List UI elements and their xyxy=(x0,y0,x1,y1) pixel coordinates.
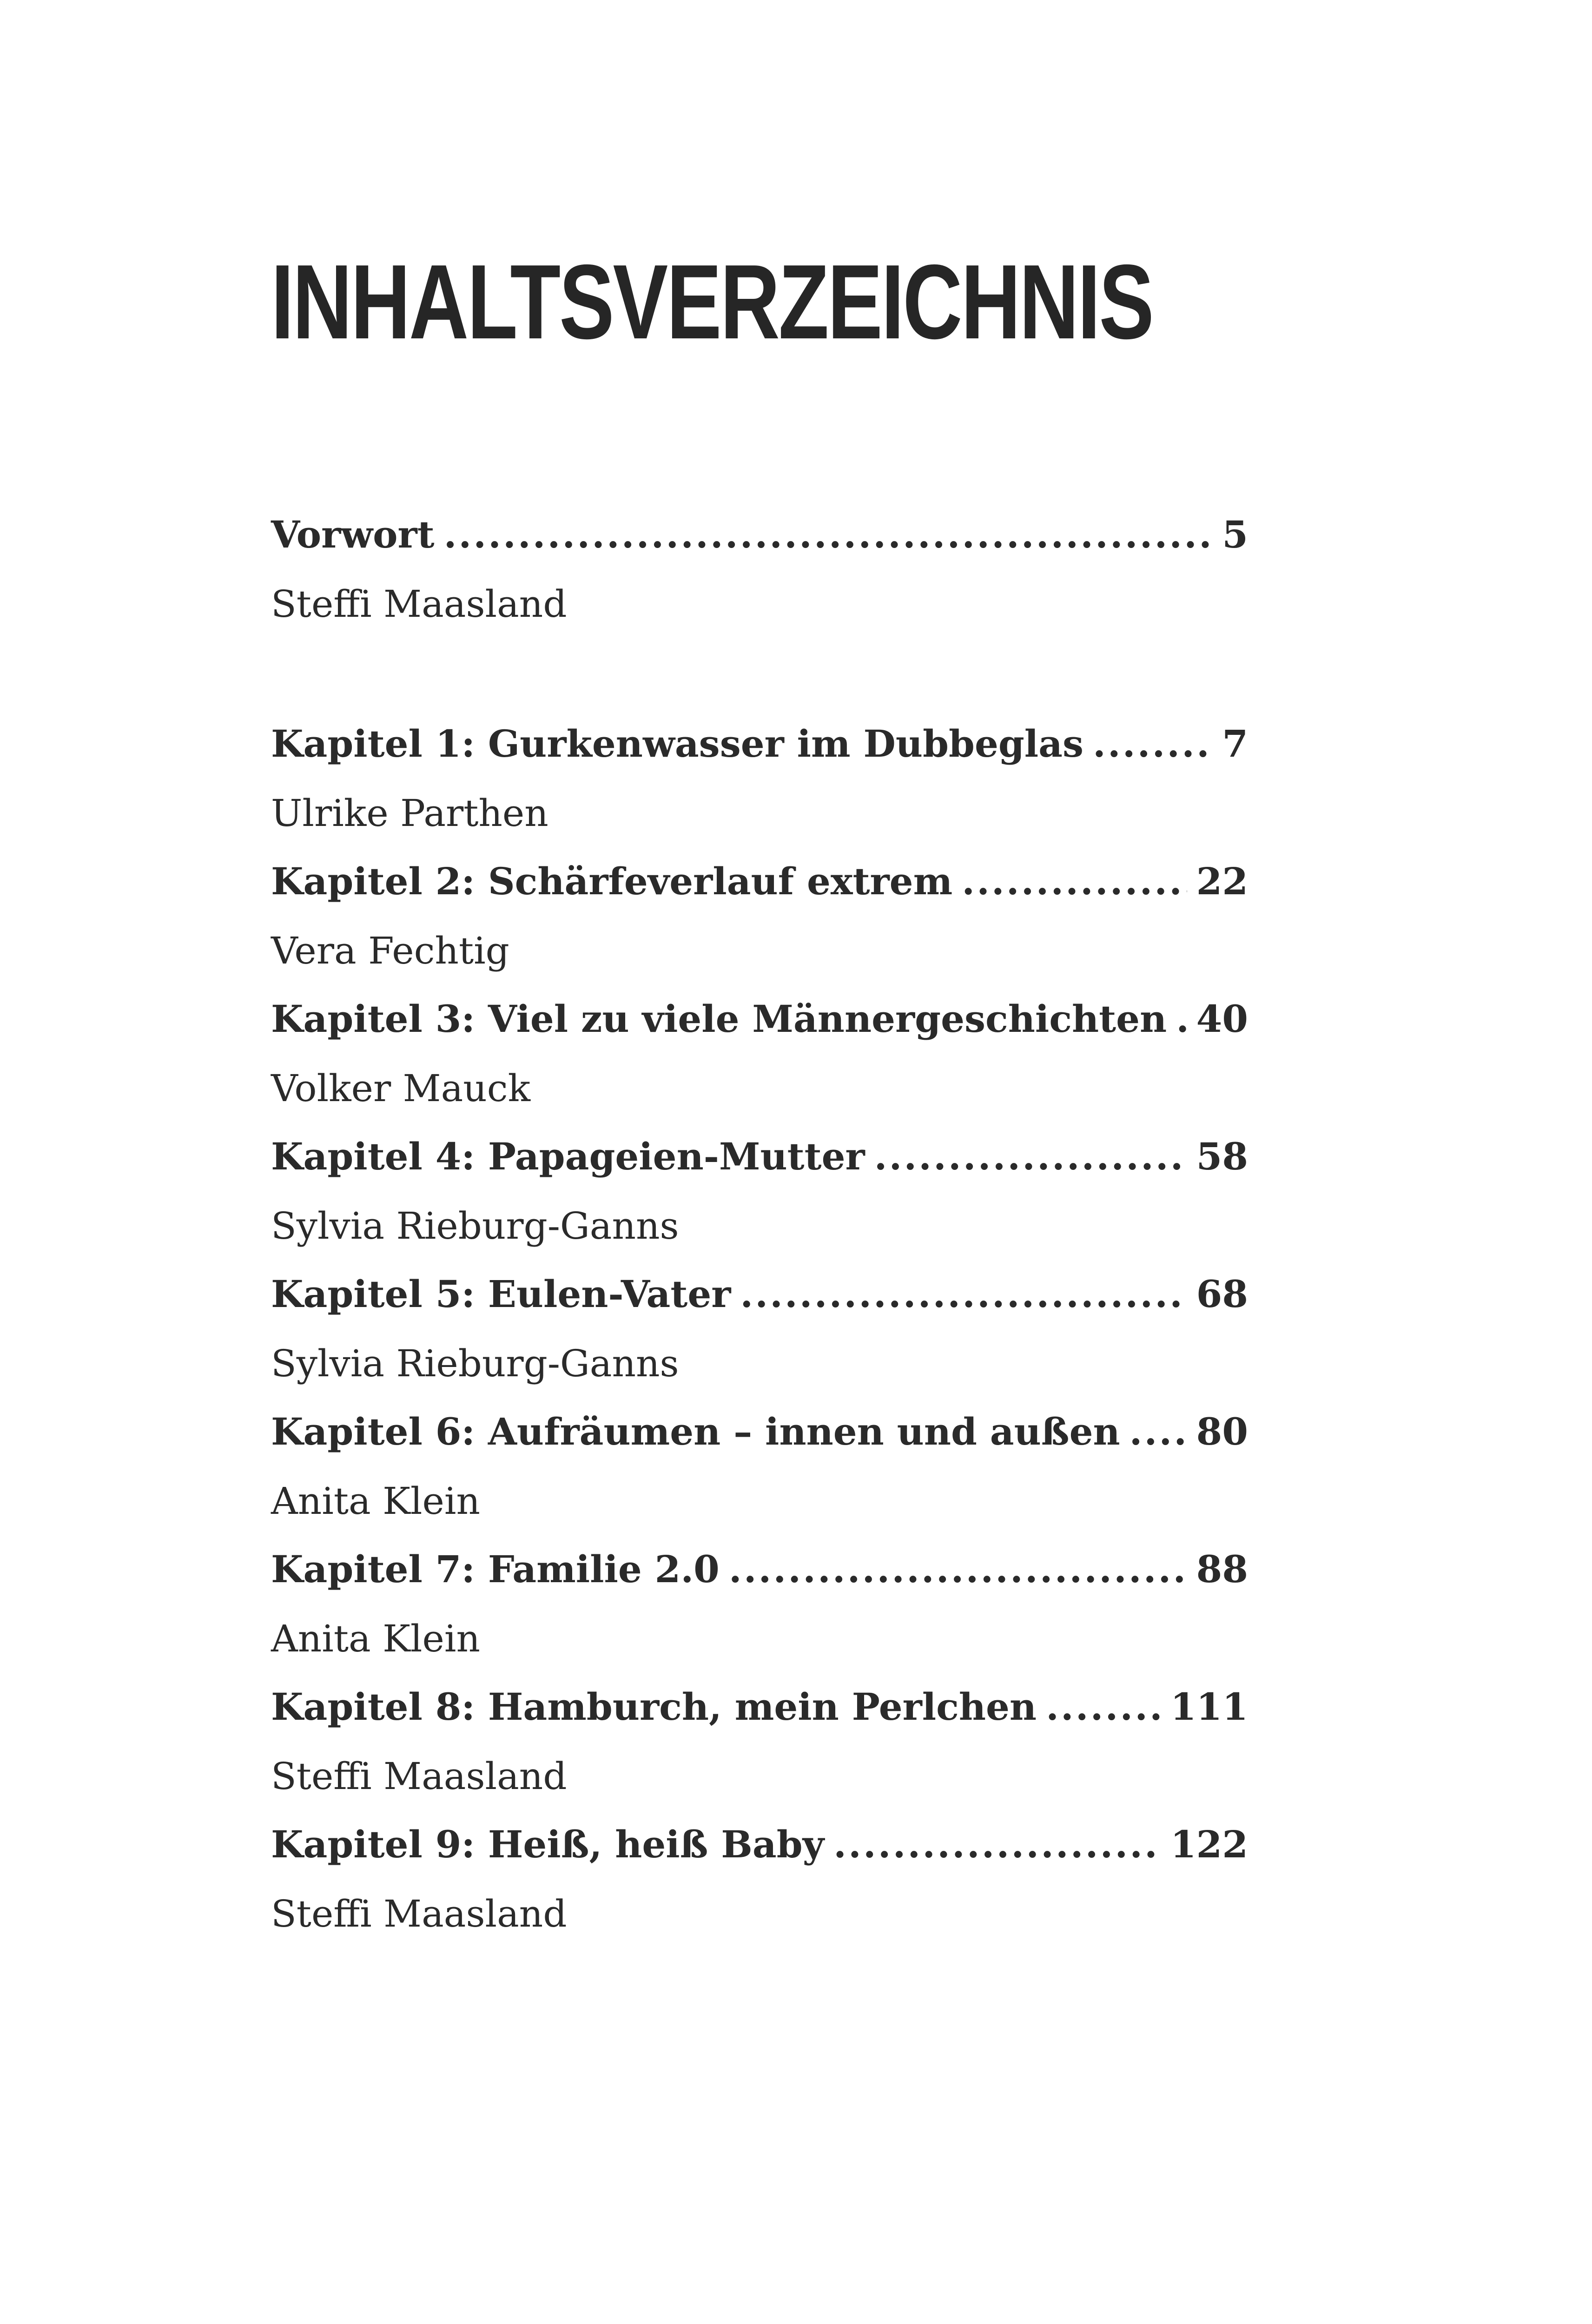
toc-entry-author: Sylvia Rieburg-Ganns xyxy=(271,1204,679,1248)
toc-entry-author: Ulrike Parthen xyxy=(271,792,548,835)
toc-entry-line xyxy=(271,1816,1248,1872)
dot-leader xyxy=(1046,1679,1161,1735)
toc-entry-author: Steffi Maasland xyxy=(271,582,567,626)
toc-entry-chapter-8 xyxy=(271,1679,1248,1804)
toc-page-number: 22 xyxy=(1196,859,1248,903)
toc-entry-title: Kapitel 3: Viel zu viele Männergeschichten xyxy=(271,997,1167,1041)
toc-entry-line xyxy=(271,507,1248,562)
toc-entry-line xyxy=(271,1679,1248,1735)
toc-page-number: 80 xyxy=(1196,1410,1248,1453)
toc-entry-chapter-6 xyxy=(271,1404,1248,1529)
dot-leader xyxy=(1176,991,1187,1047)
toc-page-number: 58 xyxy=(1196,1135,1248,1178)
toc-entry-line xyxy=(271,716,1248,772)
toc-entry-line xyxy=(271,1541,1248,1597)
toc-entry-chapter-5 xyxy=(271,1266,1248,1392)
toc-entry-chapter-7 xyxy=(271,1541,1248,1667)
toc-entry-title: Kapitel 8: Hamburch, mein Perlchen xyxy=(271,1685,1037,1729)
toc-page-number: 122 xyxy=(1170,1822,1248,1866)
toc-entry-vorwort xyxy=(271,507,1248,632)
toc-entry-author: Steffi Maasland xyxy=(271,1755,567,1798)
dot-leader xyxy=(833,1816,1161,1872)
dot-leader xyxy=(729,1541,1187,1597)
toc-entry-title: Kapitel 7: Familie 2.0 xyxy=(271,1547,720,1591)
dot-leader xyxy=(1093,716,1213,772)
toc-entry-line xyxy=(271,991,1248,1047)
toc-entry-title: Kapitel 4: Papageien-Mutter xyxy=(271,1135,865,1178)
toc-entry-chapter-3 xyxy=(271,991,1248,1116)
toc-entry-line xyxy=(271,853,1248,909)
toc-entry-author: Volker Mauck xyxy=(271,1067,531,1110)
toc-entry-title: Kapitel 6: Aufräumen – innen und außen xyxy=(271,1410,1120,1453)
toc-entry-author: Anita Klein xyxy=(271,1479,480,1523)
toc-page-number: 7 xyxy=(1222,722,1248,766)
toc-entry-line xyxy=(271,1129,1248,1184)
toc-entry-author: Vera Fechtig xyxy=(271,929,509,972)
toc-entry-chapter-1 xyxy=(271,716,1248,841)
toc-entry-chapter-4 xyxy=(271,1129,1248,1254)
toc-entry-chapter-2 xyxy=(271,853,1248,979)
dot-leader xyxy=(874,1129,1187,1184)
dot-leader xyxy=(962,853,1187,909)
page-title: INHALTSVERZEICHNIS xyxy=(271,243,1153,361)
toc-page-number: 40 xyxy=(1196,997,1248,1041)
toc-page-number: 5 xyxy=(1222,513,1248,556)
toc-page-number: 68 xyxy=(1196,1272,1248,1316)
toc-entry-chapter-9 xyxy=(271,1816,1248,1942)
toc-entry-title: Kapitel 5: Eulen-Vater xyxy=(271,1272,731,1316)
toc-entry-title: Kapitel 2: Schärfeverlauf extrem xyxy=(271,859,953,903)
dot-leader xyxy=(740,1266,1187,1322)
toc-entry-author: Steffi Maasland xyxy=(271,1892,567,1935)
toc-entry-author: Sylvia Rieburg-Ganns xyxy=(271,1342,679,1385)
toc-page-number: 88 xyxy=(1196,1547,1248,1591)
toc-entry-line xyxy=(271,1266,1248,1322)
toc-page-number: 111 xyxy=(1170,1685,1248,1729)
toc-entry-line xyxy=(271,1404,1248,1459)
toc-entry-title: Vorwort xyxy=(271,513,435,556)
toc-entry-title: Kapitel 1: Gurkenwasser im Dubbeglas xyxy=(271,722,1084,766)
dot-leader xyxy=(444,507,1213,562)
toc-entry-author: Anita Klein xyxy=(271,1617,480,1660)
toc-entry-title: Kapitel 9: Heiß, heiß Baby xyxy=(271,1822,825,1866)
dot-leader xyxy=(1130,1404,1187,1459)
